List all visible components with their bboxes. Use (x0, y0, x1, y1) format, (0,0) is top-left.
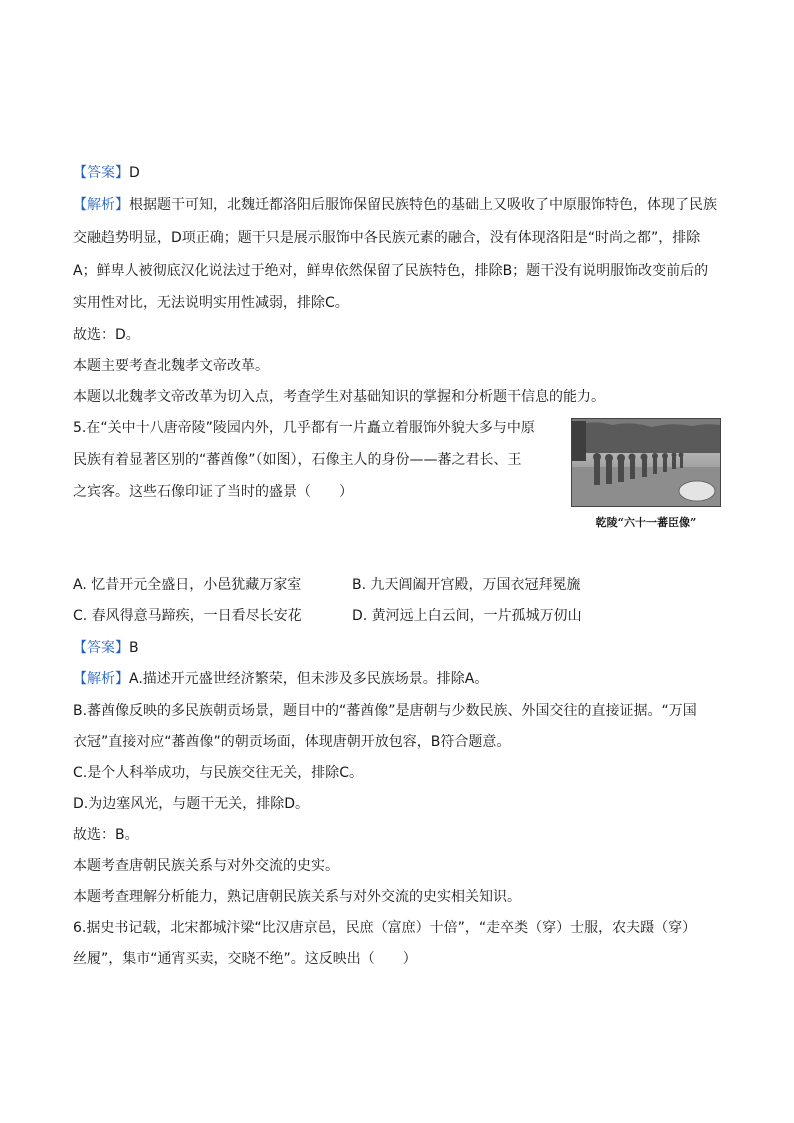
conclusion: 故选：D。 (73, 327, 140, 343)
q5-analysis-line (73, 671, 488, 687)
analysis-tag: 【解析】 (73, 197, 129, 213)
option-d: D. 黄河远上白云间，一片孤城万仞山 (352, 608, 582, 624)
answer-tag: 【答案】 (73, 640, 129, 656)
analysis-text: D.为边塞风光，与题干无关，排除D。 (73, 796, 310, 812)
q5-answer-line (73, 640, 139, 656)
question-stem: 民族有着显著区别的“蕃酋像”（如图），石像主人的身份——蕃之君长、王 (73, 452, 522, 468)
note: 本题以北魏孝文帝改革为切入点，考查学生对基础知识的掌握和分析题干信息的能力。 (73, 389, 605, 405)
analysis-text: B.蕃酋像反映的多民族朝贡场景，题目中的“蕃酋像”是唐朝与少数民族、外国交往的直接证据。“万国 (73, 703, 697, 719)
q4-analysis-line (73, 197, 717, 213)
note: 本题考查理解分析能力，熟记唐朝民族关系与对外交流的史实相关知识。 (73, 889, 521, 905)
answer-value: B (129, 640, 139, 656)
question-stem: 5.在“关中十八唐帝陵”陵园内外，几乎都有一片矗立着服饰外貌大多与中原 (73, 420, 535, 436)
option-c: C. 春风得意马蹄疾，一日看尽长安花 (73, 608, 302, 624)
question-stem: 丝履”，集市“通宵买卖，交晓不绝”。这反映出（ ） (73, 951, 417, 967)
analysis-text: 交融趋势明显，D项正确；题干只是展示服饰中各民族元素的融合，没有体现洛阳是“时尚之都”，排除 (73, 230, 701, 246)
note: 本题考查唐朝民族关系与对外交流的史实。 (73, 858, 339, 874)
analysis-tag: 【解析】 (73, 671, 129, 687)
statues-illustration (572, 419, 720, 506)
q4-answer-line (73, 165, 140, 181)
conclusion: 故选：B。 (73, 827, 139, 843)
analysis-text: A；鲜卑人被彻底汉化说法过于绝对，鲜卑依然保留了民族特色，排除B；题干没有说明服饰改变前后的 (73, 263, 709, 279)
figure (571, 418, 721, 528)
analysis-text: A.描述开元盛世经济繁荣，但未涉及多民族场景。排除A。 (129, 671, 489, 687)
analysis-text: C.是个人科举成功，与民族交往无关，排除C。 (73, 765, 363, 781)
statues-photo (571, 418, 721, 507)
figure-caption: 乾陵“六十一蕃臣像” (595, 516, 697, 529)
question-stem: 之宾客。这些石像印证了当时的盛景（ ） (73, 484, 353, 500)
analysis-text: 根据题干可知，北魏迁都洛阳后服饰保留民族特色的基础上又吸收了中原服饰特色，体现了民族 (129, 197, 717, 213)
answer-value: D (129, 165, 140, 181)
option-b: B. 九天阊阖开宫殿，万国衣冠拜冕旒 (352, 577, 581, 593)
analysis-text: 实用性对比，无法说明实用性减弱，排除C。 (73, 295, 349, 311)
question-stem: 6.据史书记载，北宋都城汴梁“比汉唐京邑，民庶（富庶）十倍”，“走卒类（穿）士服，农夫蹑（穿） (73, 920, 697, 936)
analysis-text: 衣冠”直接对应“蕃酋像”的朝贡场面，体现唐朝开放包容，B符合题意。 (73, 734, 511, 750)
option-a: A. 忆昔开元全盛日，小邑犹藏万家室 (73, 577, 302, 593)
answer-tag: 【答案】 (73, 165, 129, 181)
note: 本题主要考查北魏孝文帝改革。 (73, 358, 269, 374)
